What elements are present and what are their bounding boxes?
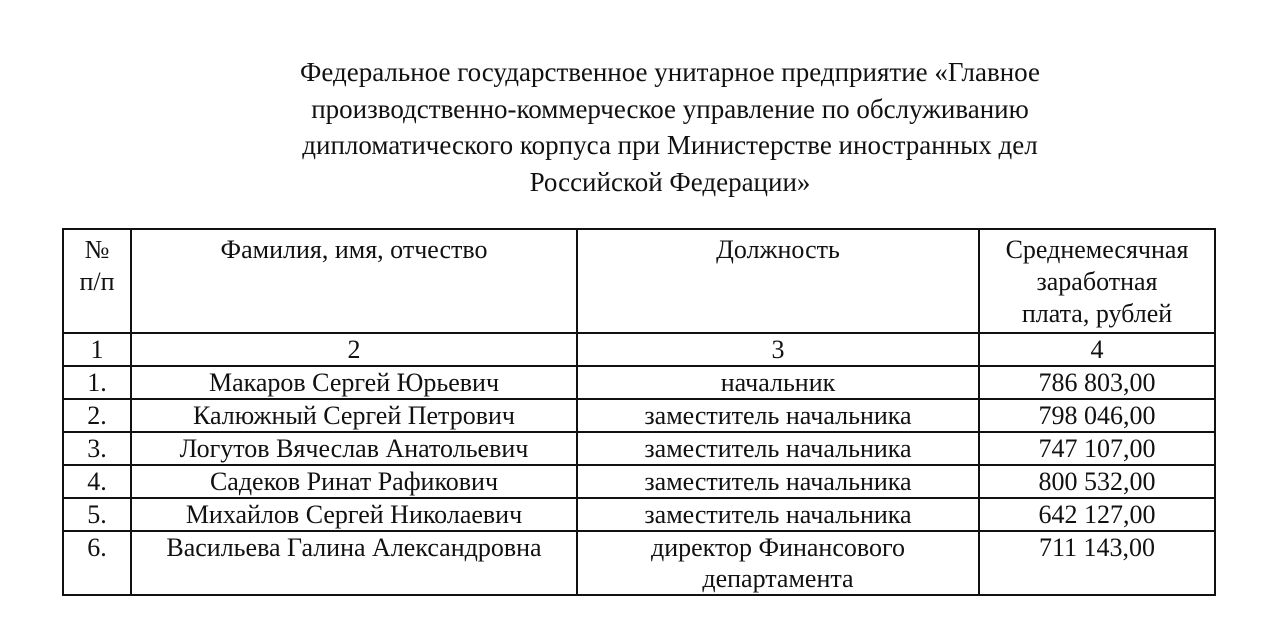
document-title: [230, 54, 1110, 200]
row-position: начальник: [577, 366, 979, 399]
header-name: Фамилия, имя, отчество: [131, 229, 577, 333]
header-position: Должность: [577, 229, 979, 333]
header-salary: Среднемесячная заработная плата, рублей: [979, 229, 1215, 333]
table-row: [63, 366, 1215, 399]
table-row: [63, 399, 1215, 432]
header-num: № п/п: [63, 229, 131, 333]
row-salary: 642 127,00: [979, 498, 1215, 531]
row-num: 2.: [63, 399, 131, 432]
title-line: Федеральное государственное унитарное предприятие «Главное: [300, 57, 1040, 87]
salary-table: [62, 228, 1216, 596]
column-number: 3: [577, 333, 979, 366]
row-num: 5.: [63, 498, 131, 531]
row-salary: 800 532,00: [979, 465, 1215, 498]
table-row: [63, 432, 1215, 465]
row-position: заместитель начальника: [577, 498, 979, 531]
row-name: Михайлов Сергей Николаевич: [131, 498, 577, 531]
column-number-row: [63, 333, 1215, 366]
row-name: Калюжный Сергей Петрович: [131, 399, 577, 432]
title-line: дипломатического корпуса при Министерстве иностранных дел: [302, 130, 1038, 160]
row-name: Макаров Сергей Юрьевич: [131, 366, 577, 399]
row-name: Васильева Галина Александровна: [131, 531, 577, 595]
table-row: [63, 465, 1215, 498]
column-number: 2: [131, 333, 577, 366]
title-line: производственно-коммерческое управление по обслуживанию: [311, 93, 1029, 124]
table-header-row: [63, 229, 1215, 333]
row-position: заместитель начальника: [577, 465, 979, 498]
row-name: Логутов Вячеслав Анатольевич: [131, 432, 577, 465]
row-num: 1.: [63, 366, 131, 399]
row-position: заместитель начальника: [577, 399, 979, 432]
title-line: Российской Федерации»: [529, 166, 811, 197]
row-num: 6.: [63, 531, 131, 595]
table-row: [63, 498, 1215, 531]
row-num: 3.: [63, 432, 131, 465]
row-name: Садеков Ринат Рафикович: [131, 465, 577, 498]
row-position: директор Финансового департамента: [577, 531, 979, 595]
row-num: 4.: [63, 465, 131, 498]
column-number: 1: [63, 333, 131, 366]
row-salary: 711 143,00: [979, 531, 1215, 595]
row-position: заместитель начальника: [577, 432, 979, 465]
table-row: [63, 531, 1215, 595]
row-salary: 798 046,00: [979, 399, 1215, 432]
column-number: 4: [979, 333, 1215, 366]
row-salary: 747 107,00: [979, 432, 1215, 465]
row-salary: 786 803,00: [979, 366, 1215, 399]
